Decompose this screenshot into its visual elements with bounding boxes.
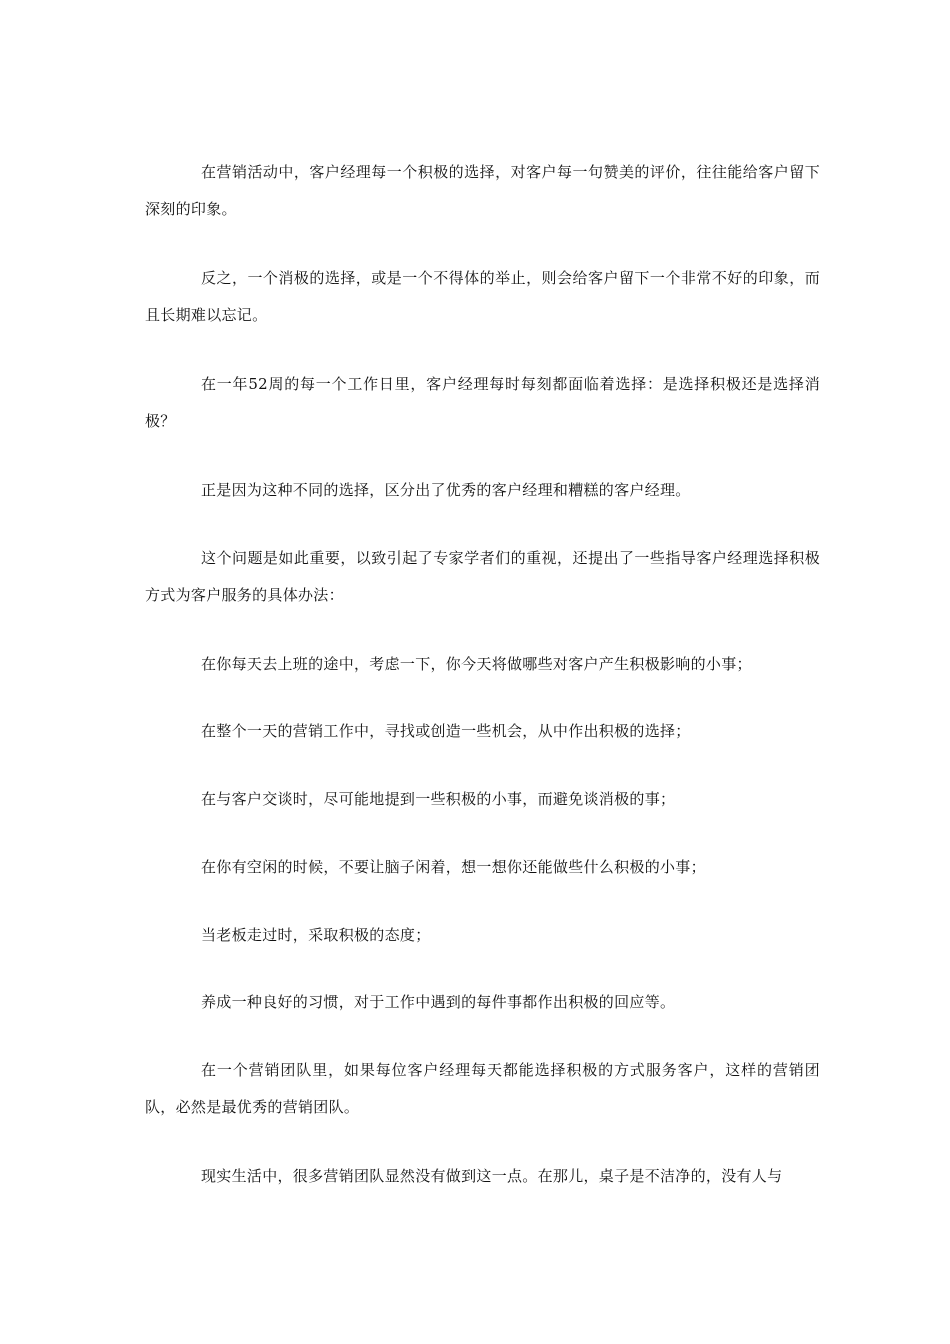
paragraph-10: 当老板走过时，采取积极的态度； (201, 926, 431, 944)
paragraph-3: 在一年52周的每一个工作日里，客户经理每时每刻都面临着选择：是选择积极还是选择消极？ (145, 375, 820, 430)
paragraph-9: 在你有空闲的时候，不要让脑子闲着，想一想你还能做些什么积极的小事； (201, 858, 706, 876)
paragraph-4: 正是因为这种不同的选择，区分出了优秀的客户经理和糟糕的客户经理。 (201, 481, 691, 499)
paragraph-5: 这个问题是如此重要，以致引起了专家学者们的重视，还提出了一些指导客户经理选择积极方式为客户服务的具体办法： (145, 549, 820, 604)
paragraph-11: 养成一种良好的习惯，对于工作中遇到的每件事都作出积极的回应等。 (201, 993, 676, 1011)
paragraph-2: 反之，一个消极的选择，或是一个不得体的举止，则会给客户留下一个非常不好的印象，而且长期难以忘记。 (145, 269, 820, 324)
paragraph-12: 在一个营销团队里，如果每位客户经理每天都能选择积极的方式服务客户，这样的营销团队，必然是最优秀的营销团队。 (145, 1061, 820, 1116)
paragraph-1: 在营销活动中，客户经理每一个积极的选择，对客户每一句赞美的评价，往往能给客户留下深刻的印象。 (145, 163, 820, 218)
paragraph-13: 现实生活中，很多营销团队显然没有做到这一点。在那儿，桌子是不洁净的，没有人与 (201, 1167, 783, 1185)
paragraph-7: 在整个一天的营销工作中，寻找或创造一些机会，从中作出积极的选择； (201, 722, 691, 740)
paragraph-6: 在你每天去上班的途中，考虑一下，你今天将做哪些对客户产生积极影响的小事； (201, 655, 752, 673)
paragraph-8: 在与客户交谈时，尽可能地提到一些积极的小事，而避免谈消极的事； (201, 790, 676, 808)
